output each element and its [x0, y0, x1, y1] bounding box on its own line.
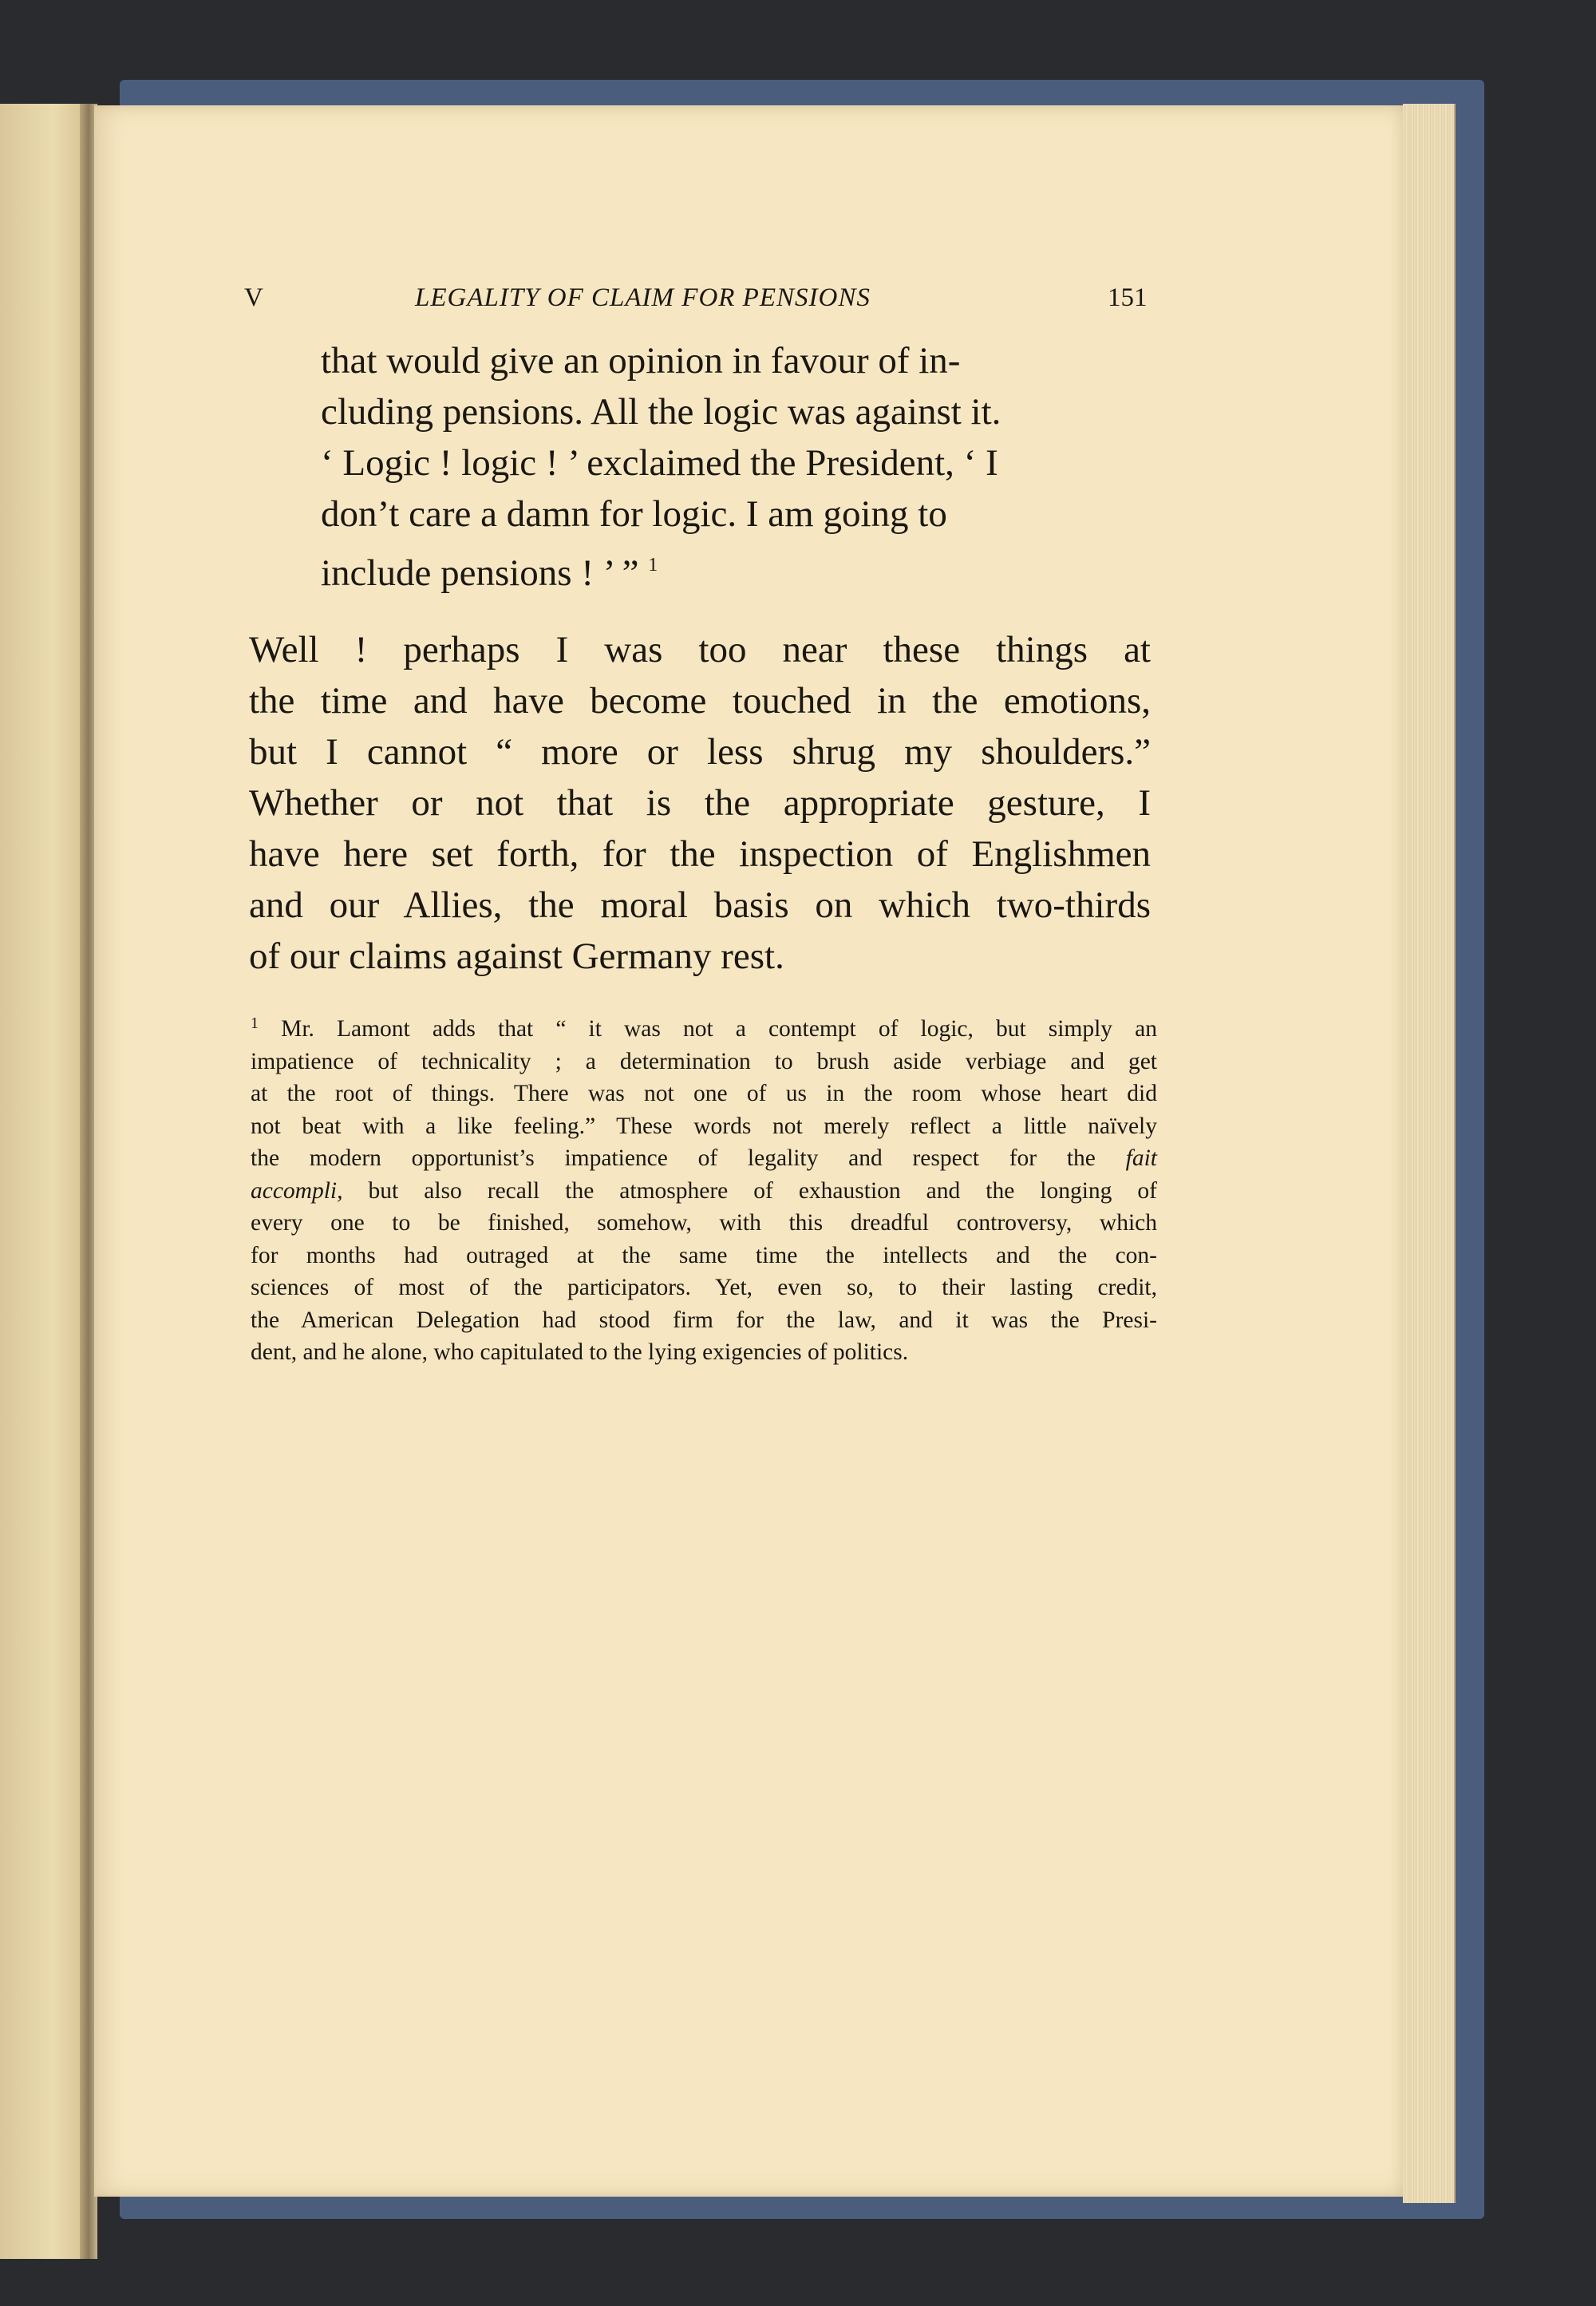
quote-line: don’t care a damn for logic. I am going to: [321, 493, 947, 535]
footnote-line: at the root of things. There was not one of us in the room whose heart did: [251, 1081, 1157, 1106]
quote-line: ‘ Logic ! logic ! ’ exclaimed the President, ‘ I: [321, 442, 998, 484]
left-page-edge: [0, 104, 89, 2259]
footnote-line: accompli, but also recall the atmosphere of exhaustion and the longing of: [251, 1177, 1158, 1204]
footnote-line: dent, and he alone, who capitulated to the lying exigencies of politics.: [251, 1339, 909, 1365]
quote-line: cluding pensions. All the logic was against it.: [321, 391, 1001, 433]
quote-line: that would give an opinion in favour of in-: [321, 340, 961, 382]
footnote-line: every one to be finished, somehow, with this dreadful controversy, which: [251, 1210, 1157, 1236]
paragraph-line: Well ! perhaps I was too near these things at: [249, 629, 1151, 670]
footnote: [251, 1007, 1157, 1369]
paragraph-line: and our Allies, the moral basis on which two-thirds: [249, 884, 1151, 926]
footnote-ref: 1: [648, 555, 658, 576]
footnote-line: the modern opportunist’s impatience of legality and respect for the fait: [251, 1145, 1157, 1171]
page-edges: [1403, 104, 1456, 2203]
footnote-line: $^1$ Mr. Lamont adds that “ it was not a contempt of logic, but simply an: [251, 1015, 1157, 1042]
page-number: 151: [1108, 283, 1148, 312]
italic-phrase: accompli,: [251, 1177, 343, 1204]
paragraph-line: Whether or not that is the appropriate gesture, I: [249, 782, 1151, 824]
running-title: LEGALITY OF CLAIM FOR PENSIONS: [415, 283, 871, 312]
italic-phrase: fait: [1125, 1145, 1157, 1171]
footnote-line: for months had outraged at the same time the intellects and the con-: [251, 1242, 1157, 1268]
footnote-line: sciences of most of the participators. Yet, even so, to their lasting credit,: [251, 1275, 1157, 1300]
paragraph-line: have here set forth, for the inspection of Englishmen: [249, 833, 1151, 875]
running-head: [0, 283, 1596, 323]
chapter-numeral: V: [244, 283, 263, 312]
paragraph-line: but I cannot “ more or less shrug my shoulders.”: [249, 731, 1151, 773]
paragraph-line: of our claims against Germany rest.: [249, 935, 784, 977]
paragraph-line: the time and have become touched in the emotions,: [249, 680, 1151, 722]
body-paragraph: [249, 624, 1151, 982]
footnote-line: not beat with a like feeling.” These words not merely reflect a little naïvely: [251, 1113, 1157, 1139]
block-quote: [321, 335, 1151, 599]
footnote-marker: 1: [251, 1015, 259, 1032]
footnote-line: impatience of technicality ; a determination to brush aside verbiage and get: [251, 1048, 1157, 1074]
footnote-line: the American Delegation had stood firm for the law, and it was the Presi-: [251, 1307, 1157, 1333]
quote-line-last: include pensions ! ’ ” $^1$: [321, 552, 658, 594]
